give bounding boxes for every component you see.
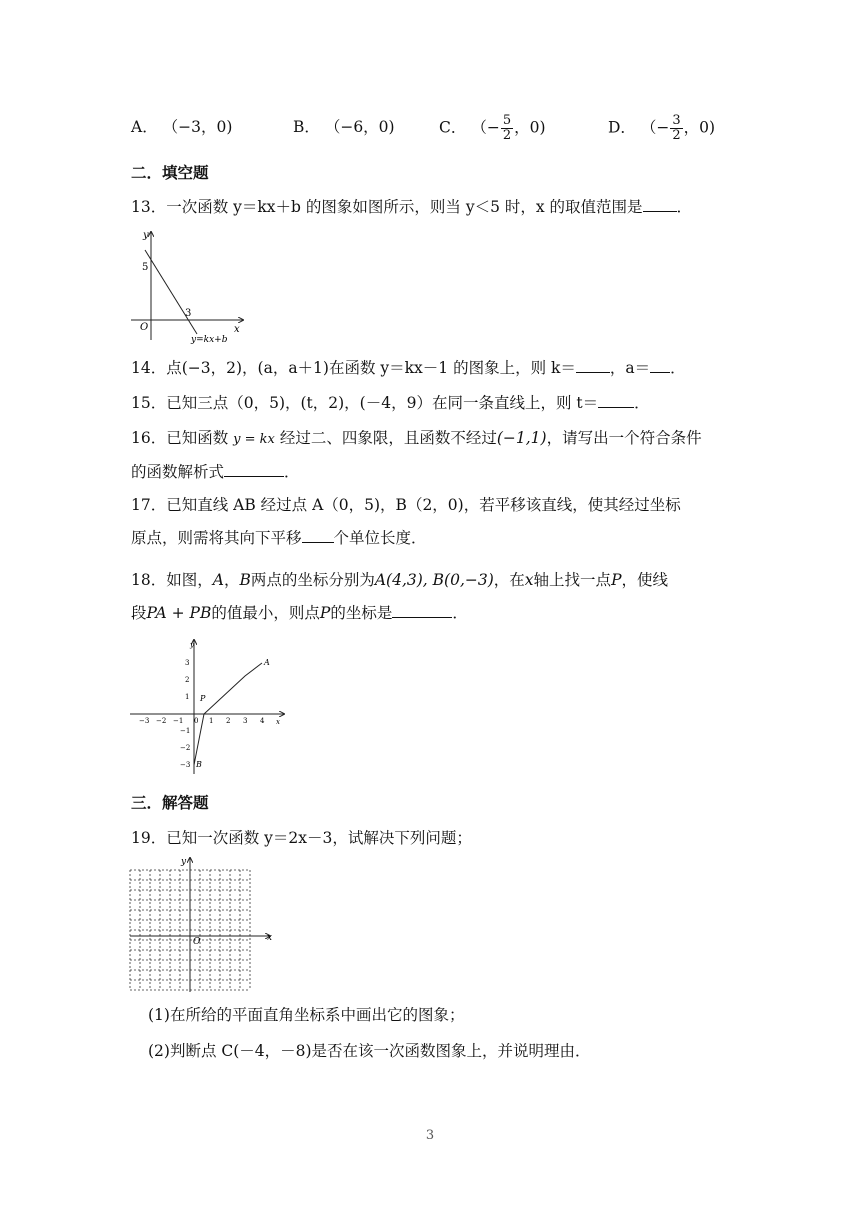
- q12-option-b: B． （−6，0): [293, 118, 395, 136]
- question-16-line2: 的函数解析式 ．: [131, 463, 300, 481]
- answer-blank[interactable]: [224, 462, 284, 477]
- x-axis-label: x: [267, 933, 273, 943]
- fraction: $\frac{5}{2}$: [502, 113, 512, 143]
- question-13: 13．一次函数 y＝kx＋b 的图象如图所示，则当 y＜5 时，x 的取值范围是 ．: [131, 198, 693, 216]
- y-axis-label: y: [181, 857, 187, 867]
- y-tick-neg1: −1: [180, 727, 191, 735]
- answer-blank-k[interactable]: [576, 358, 610, 373]
- question-18-line2: 段PA + PB的值最小，则点P的坐标是 ．: [131, 604, 468, 622]
- answer-blank[interactable]: [643, 197, 677, 212]
- question-14: 14．点(−3，2)，(a，a＋1)在函数 y＝kx－1 的图象上，则 k＝ ，a＝ ．: [131, 359, 686, 377]
- x-tick-1: 1: [209, 717, 214, 725]
- x-tick-2: 2: [226, 717, 231, 725]
- section-heading-fill-in: 二．填空题: [131, 163, 209, 182]
- y-axis-label: y: [143, 230, 149, 241]
- origin-label: O: [193, 937, 201, 947]
- question-16-line1: 16．已知函数 y = kx 经过二、四象限，且函数不经过(−1,1)，请写出一个符合条件: [131, 429, 702, 447]
- q12-option-c: C． （− $\frac{5}{2}$ ，0): [439, 113, 546, 143]
- x-axis-label: x: [234, 324, 240, 335]
- question-19-part-1: (1)在所给的平面直角坐标系中画出它的图象；: [148, 1006, 465, 1024]
- coordinates-expression: A(4,3), B(0,−3): [374, 571, 494, 589]
- x-intercept-label: 3: [185, 308, 192, 319]
- question-19-part-2: (2)判断点 C(－4，－8)是否在该一次函数图象上，并说明理由．: [148, 1042, 591, 1060]
- point-a-label: A: [264, 658, 270, 667]
- answer-blank[interactable]: [302, 528, 334, 543]
- q13-graph: [131, 228, 251, 346]
- point-expression: (−1,1): [496, 429, 547, 447]
- point-p-label: P: [200, 694, 206, 703]
- q12-option-d: D． （− $\frac{3}{2}$ ，0): [608, 113, 716, 143]
- question-17-line1: 17．已知直线 AB 经过点 A（0，5)，B（2，0)，若平移该直线，使其经过坐标: [131, 496, 681, 514]
- function-expression: y = kx: [233, 432, 275, 447]
- y-axis-label: y: [190, 641, 194, 649]
- x-tick-neg1: −1: [173, 717, 184, 725]
- question-19: 19．已知一次函数 y＝2x－3，试解决下列问题；: [131, 829, 472, 847]
- x-tick-4: 4: [260, 717, 265, 725]
- function-line: [145, 250, 197, 334]
- section-heading-solutions: 三．解答题: [131, 793, 209, 812]
- y-tick-1: 1: [185, 693, 190, 701]
- question-15: 15．已知三点（0，5)，(t，2)，(－4，9）在同一条直线上，则 t＝ ．: [131, 394, 650, 412]
- x-tick-neg3: −3: [139, 717, 150, 725]
- answer-blank[interactable]: [598, 393, 634, 408]
- answer-blank-a[interactable]: [650, 358, 670, 373]
- answer-blank[interactable]: [392, 603, 452, 618]
- y-tick-neg2: −2: [180, 744, 191, 752]
- page-number: 3: [425, 1128, 435, 1143]
- fraction: $\frac{3}{2}$: [672, 113, 681, 143]
- q19-coordinate-grid: [126, 854, 278, 996]
- x-tick-3: 3: [243, 717, 248, 725]
- y-tick-3: 3: [185, 659, 190, 667]
- point-b-label: B: [196, 760, 202, 769]
- x-tick-neg2: −2: [156, 717, 167, 725]
- question-18-line1: 18．如图，A，B两点的坐标分别为A(4,3), B(0,−3)，在x轴上找一点P，使线: [131, 571, 669, 589]
- origin-label: 0: [194, 717, 199, 725]
- y-tick-neg3: −3: [180, 761, 191, 769]
- y-tick-2: 2: [185, 676, 190, 684]
- question-17-line2: 原点，则需将其向下平移 个单位长度．: [131, 529, 427, 547]
- q18-graph: [128, 634, 292, 778]
- q12-option-a: A． （−3，0): [131, 118, 233, 136]
- x-axis-label: x: [276, 718, 280, 726]
- line-label: y=kx+b: [191, 335, 228, 345]
- y-intercept-label: 5: [142, 262, 149, 273]
- sum-expression: PA + PB: [146, 604, 212, 622]
- origin-label: O: [140, 322, 149, 333]
